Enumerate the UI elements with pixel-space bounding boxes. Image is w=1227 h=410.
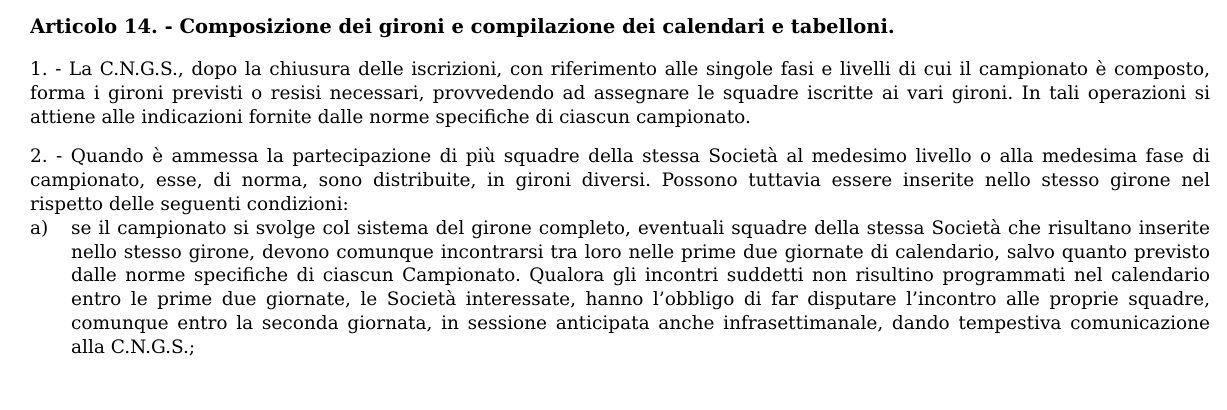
- list-item-a: [30, 217, 1210, 360]
- list-item-label: a): [30, 217, 49, 239]
- paragraph-2: 2. - Quando è ammessa la partecipazione di più squadre della stessa Società al medesimo livello o alla medesima fase di campionato, esse, di norma, sono distribuite, in gironi diversi. Possono tuttavia essere inserite nello stesso girone nel rispetto delle seguenti condizioni:: [30, 146, 1210, 215]
- paragraph-1: 1. - La C.N.G.S., dopo la chiusura delle iscrizioni, con riferimento alle singole fasi e livelli di cui il campionato è composto, forma i gironi previsti o resisi necessari, provvedendo ad assegnare le squadre iscritte ai vari gironi. In tali operazioni si attiene alle indicazioni fornite dalle norme specifiche di ciascun campionato.: [30, 59, 1210, 128]
- document-page: [30, 14, 1210, 360]
- list-item-text: se il campionato si svolge col sistema del girone completo, eventuali squadre della stessa Società che risultano inserite nello stesso girone, devono comunque incontrarsi tra loro nelle prime due giornate di calendario, salvo quanto previsto dalle norme specifiche di ciascun Campionato. Qualora gli incontri suddetti non risultino programmati nel calendario entro le prime due giornate, le Società interessate, hanno l’obbligo di far disputare l’incontro alle proprie squadre, comunque entro la seconda giornata, in sessione anticipata anche infrasettimanale, dando tempestiva comunicazione alla C.N.G.S.;: [71, 217, 1210, 358]
- article-title: Articolo 14. - Composizione dei gironi e compilazione dei calendari e tabelloni.: [30, 15, 895, 38]
